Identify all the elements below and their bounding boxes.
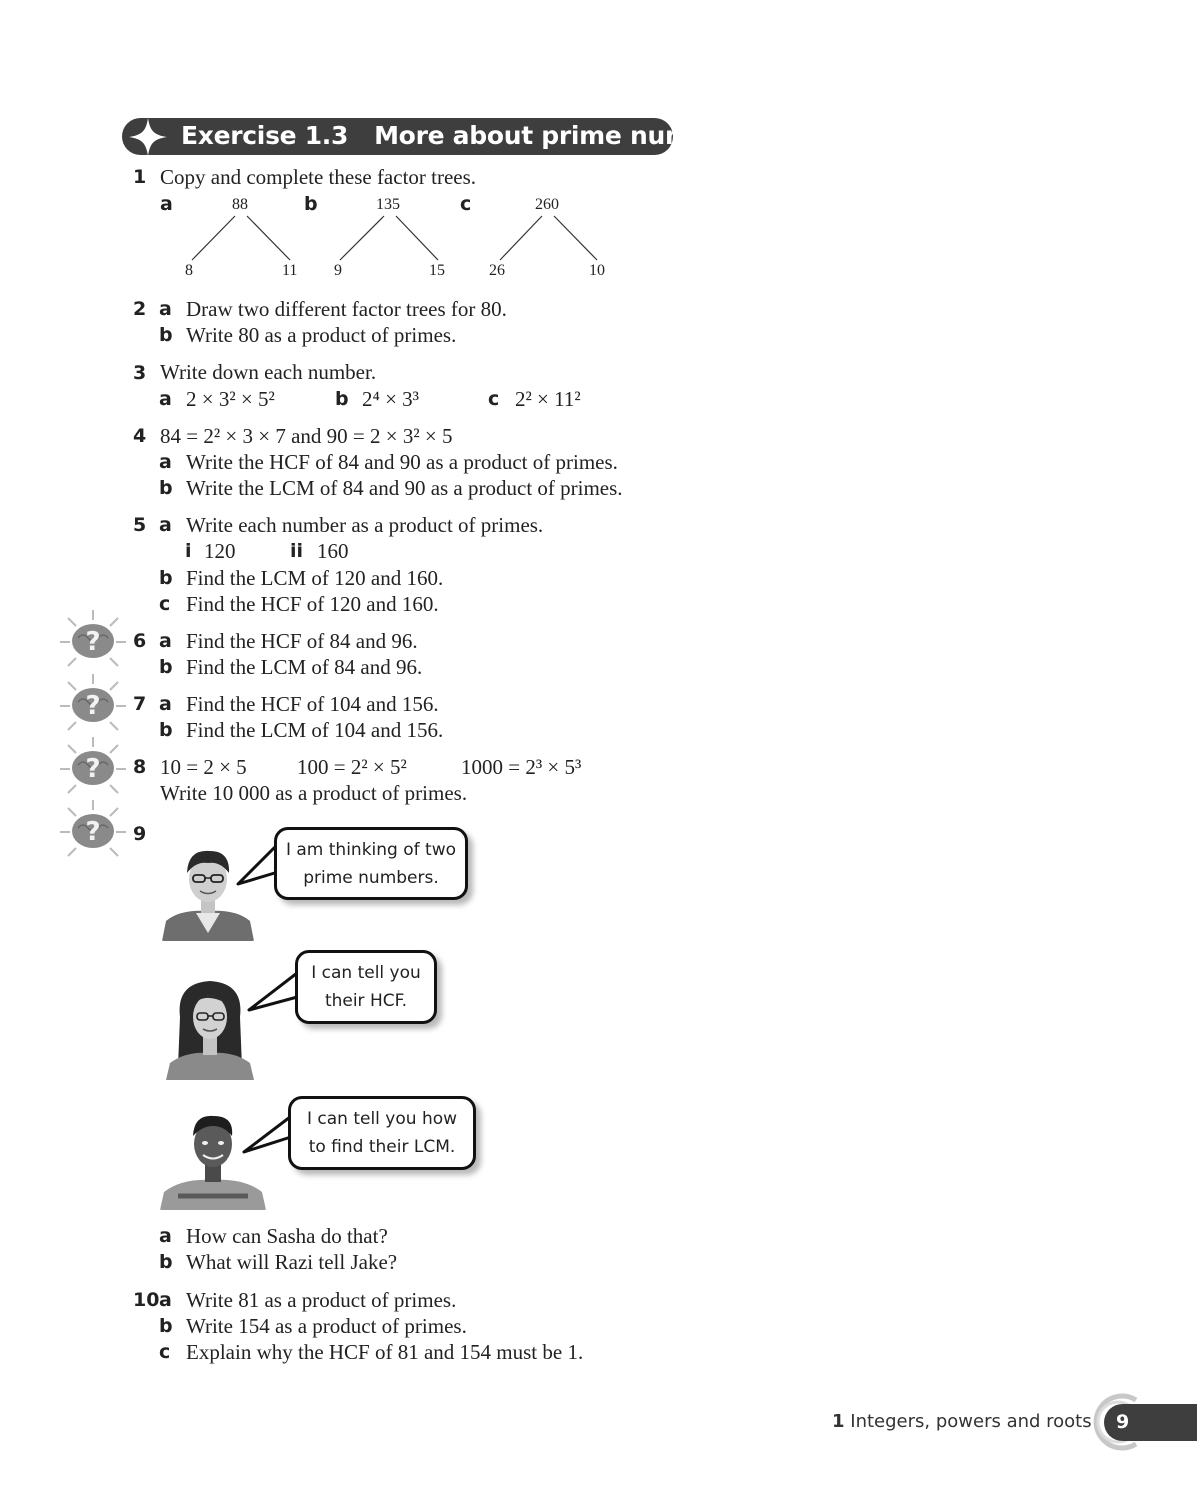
q6a-text: Find the HCF of 84 and 96.: [186, 629, 418, 653]
speech-bubble-2: [295, 950, 437, 1024]
q3a-label: a: [159, 388, 172, 410]
q8-equation-10: 10 = 2 × 5: [160, 755, 247, 779]
speech-1-line-1: I am thinking of two: [285, 839, 457, 860]
q8-text: Write 10 000 as a product of primes.: [160, 781, 468, 805]
speech-1-line-2: prime numbers.: [303, 867, 439, 888]
person-portrait-icon: [162, 977, 258, 1080]
q10c-label: c: [159, 1341, 171, 1363]
q7a-label: a: [159, 693, 172, 715]
tree-a-right: 11: [282, 262, 298, 279]
question-number-6: 6: [133, 630, 147, 652]
q3a-expression: 2 × 3² × 5²: [186, 387, 275, 411]
question-number-4: 4: [133, 425, 147, 447]
q7a-text: Find the HCF of 104 and 156.: [186, 692, 439, 716]
question-number-5: 5: [133, 514, 147, 536]
question-1-text: Copy and complete these factor trees.: [160, 165, 477, 189]
q4b-label: b: [159, 477, 173, 499]
q2b-text: Write 80 as a product of primes.: [186, 323, 457, 347]
q10a-text: Write 81 as a product of primes.: [186, 1288, 457, 1312]
q9a-label: a: [159, 1225, 172, 1247]
speech-3-line-1: I can tell you how: [306, 1109, 458, 1129]
question-number-9: 9: [133, 823, 147, 845]
q3b-label: b: [335, 388, 349, 410]
thinking-brain-icon: [60, 737, 126, 799]
thinking-brain-icon: [60, 610, 126, 672]
tree-b-root: 135: [376, 196, 400, 213]
q2a-label: a: [159, 298, 172, 320]
q2b-label: b: [159, 324, 173, 346]
q3c-label: c: [488, 388, 500, 410]
q3b-expression: 2⁴ × 3³: [362, 387, 419, 411]
q10c-text: Explain why the HCF of 81 and 154 must be 1.: [186, 1340, 584, 1364]
q10b-text: Write 154 as a product of primes.: [186, 1314, 467, 1338]
factor-tree-lines: [180, 210, 620, 270]
svg-text:?: ?: [85, 754, 101, 784]
question-number-7: 7: [133, 693, 147, 715]
question-number-3: 3: [133, 362, 147, 384]
tree-a-label: a: [160, 193, 173, 215]
q4b-text: Write the LCM of 84 and 90 as a product of primes.: [186, 476, 623, 500]
question-number-2: 2: [133, 298, 147, 320]
exercise-number: Exercise 1.3: [181, 121, 349, 150]
q5ai-value: 120: [204, 539, 236, 563]
q7b-text: Find the LCM of 104 and 156.: [186, 718, 444, 742]
q5b-label: b: [159, 567, 173, 589]
q5c-label: c: [159, 593, 171, 615]
svg-text:?: ?: [85, 691, 101, 721]
q5c-text: Find the HCF of 120 and 160.: [186, 592, 439, 616]
q8-equation-1000: 1000 = 2³ × 5³: [461, 755, 582, 779]
tree-b-left: 9: [334, 262, 342, 279]
q5a-label: a: [159, 514, 172, 536]
question-4-text: 84 = 2² × 3 × 7 and 90 = 2 × 3² × 5: [160, 424, 453, 448]
tree-c-left: 26: [489, 262, 505, 279]
q6b-text: Find the LCM of 84 and 96.: [186, 655, 423, 679]
svg-text:?: ?: [85, 627, 101, 657]
question-number-8: 8: [133, 756, 147, 778]
q5aii-label: ii: [290, 540, 304, 562]
q5a-text: Write each number as a product of primes.: [186, 513, 544, 537]
q5b-text: Find the LCM of 120 and 160.: [186, 566, 444, 590]
speech-2-line-1: I can tell you: [311, 963, 421, 983]
speech-bubble-3: [288, 1096, 476, 1170]
tree-c-right: 10: [589, 262, 605, 279]
q9b-text: What will Razi tell Jake?: [186, 1250, 398, 1274]
q6b-label: b: [159, 656, 173, 678]
q4a-label: a: [159, 451, 172, 473]
tree-b-label: b: [304, 193, 318, 215]
q5ai-label: i: [185, 540, 192, 562]
q7b-label: b: [159, 719, 173, 741]
thinking-brain-icon: [60, 674, 126, 736]
star-icon: [128, 117, 168, 157]
thinking-brain-icon: [60, 800, 126, 862]
chapter-footer: [832, 1411, 1092, 1432]
q10b-label: b: [159, 1315, 173, 1337]
exercise-heading: [181, 121, 752, 150]
chapter-number: 1: [832, 1411, 845, 1432]
q10a-label: a: [159, 1289, 172, 1311]
page-number: 9: [1116, 1411, 1130, 1433]
q3c-expression: 2² × 11²: [515, 387, 581, 411]
exercise-title: More about prime numbers: [374, 121, 752, 150]
svg-text:?: ?: [85, 817, 101, 847]
tree-a-left: 8: [185, 262, 193, 279]
question-number-1: 1: [133, 166, 147, 188]
question-number-10: 10: [133, 1289, 160, 1311]
q2a-text: Draw two different factor trees for 80.: [186, 297, 507, 321]
tree-c-root: 260: [535, 196, 559, 213]
tree-a-root: 88: [232, 196, 248, 213]
q4a-text: Write the HCF of 84 and 90 as a product of primes.: [186, 450, 618, 474]
speech-3-line-2: to find their LCM.: [308, 1137, 456, 1157]
q8-equation-100: 100 = 2² × 5²: [297, 755, 407, 779]
q9a-text: How can Sasha do that?: [186, 1224, 388, 1248]
chapter-title: Integers, powers and roots: [850, 1411, 1092, 1432]
q9b-label: b: [159, 1251, 173, 1273]
q5aii-value: 160: [317, 539, 349, 563]
question-3-text: Write down each number.: [160, 360, 377, 384]
tree-c-label: c: [460, 193, 472, 215]
speech-2-line-2: their HCF.: [324, 991, 408, 1011]
speech-bubble-1: [274, 827, 468, 900]
q6a-label: a: [159, 630, 172, 652]
tree-b-right: 15: [429, 262, 445, 279]
